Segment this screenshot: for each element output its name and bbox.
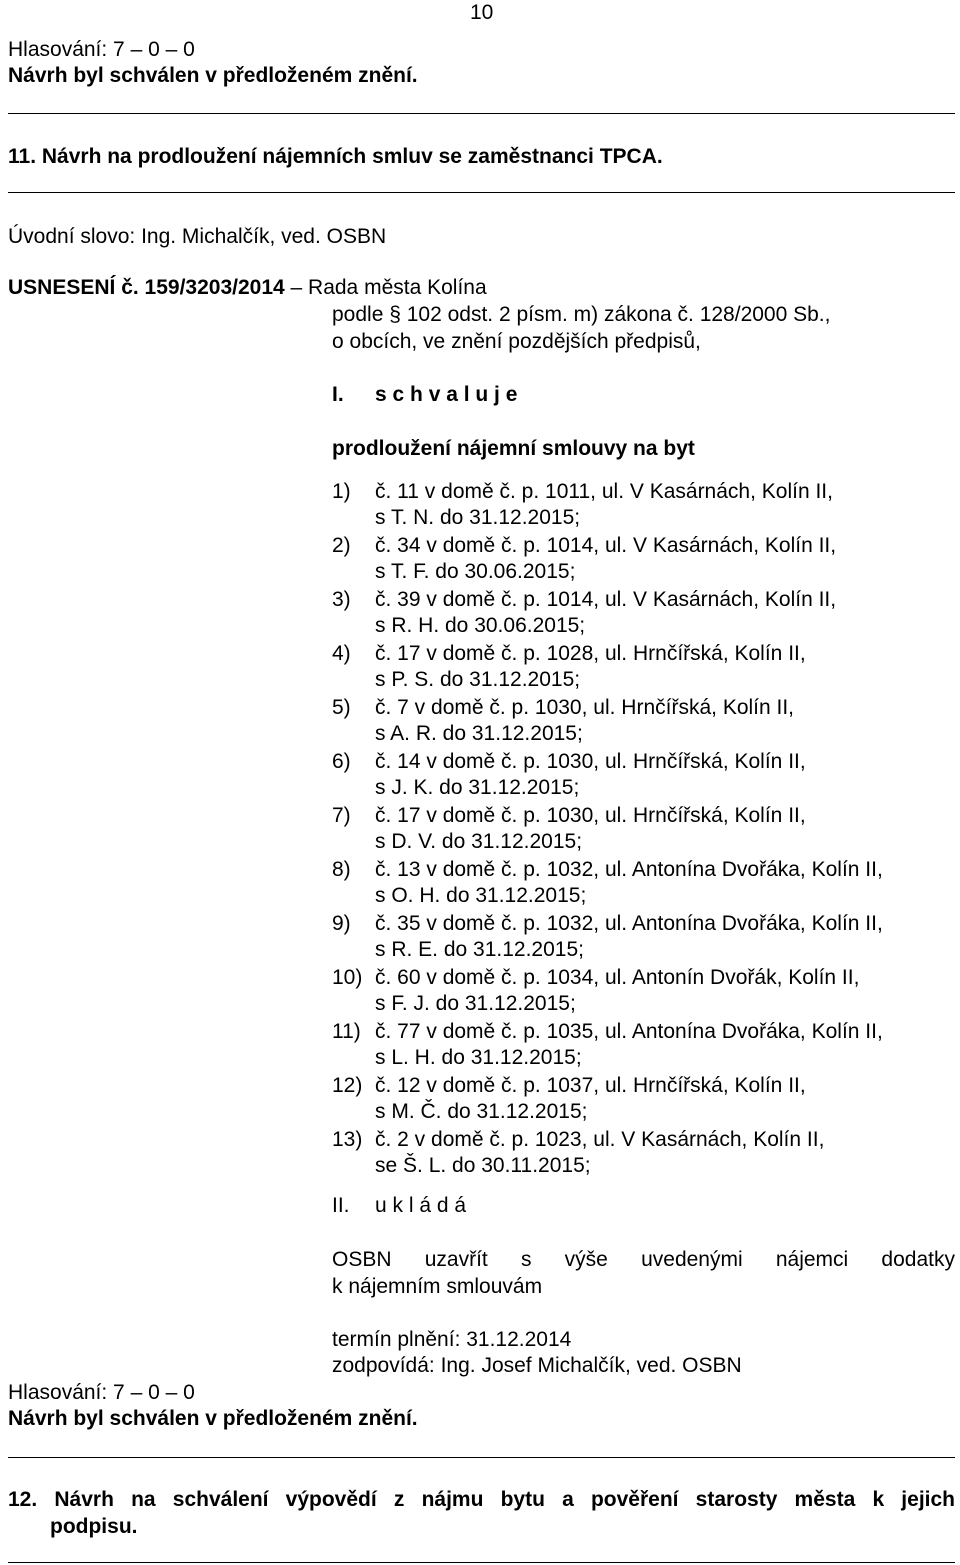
lease-apartment: č. 11 v domě č. p. 1011, ul. V Kasárnách, Kolín II,: [375, 480, 833, 503]
lease-tenant: se Š. L. do 30.11.2015;: [375, 1154, 591, 1177]
lease-number: 3): [332, 588, 351, 611]
section2-verb: u k l á d á: [375, 1194, 467, 1217]
lease-apartment: č. 34 v domě č. p. 1014, ul. V Kasárnách, Kolín II,: [375, 534, 837, 557]
section2-text-line1: OSBN uzavřít s výše uvedenými nájemci dodatky: [332, 1248, 955, 1271]
lease-number: 1): [332, 480, 351, 503]
item12-heading-line2: podpisu.: [50, 1515, 138, 1538]
item12-heading-line1: 12. Návrh na schválení výpovědí z nájmu bytu a pověření starosty města k jejich: [8, 1488, 955, 1511]
resolution-body: – Rada města Kolína: [284, 276, 487, 299]
lease-apartment: č. 12 v domě č. p. 1037, ul. Hrnčířská, Kolín II,: [375, 1074, 806, 1097]
lease-tenant: s L. H. do 31.12.2015;: [375, 1046, 582, 1069]
lease-apartment: č. 14 v domě č. p. 1030, ul. Hrnčířská, Kolín II,: [375, 750, 806, 773]
lease-tenant: s A. R. do 31.12.2015;: [375, 722, 583, 745]
top-vote-label: Hlasování: 7 – 0 – 0: [8, 38, 195, 61]
resolution-label: USNESENÍ č. 159/3203/2014: [8, 276, 285, 299]
deadline: termín plnění: 31.12.2014: [332, 1328, 572, 1351]
lease-apartment: č. 17 v domě č. p. 1030, ul. Hrnčířská, Kolín II,: [375, 804, 806, 827]
lease-tenant: s P. S. do 31.12.2015;: [375, 668, 581, 691]
lease-apartment: č. 39 v domě č. p. 1014, ul. V Kasárnách, Kolín II,: [375, 588, 837, 611]
lease-apartment: č. 13 v domě č. p. 1032, ul. Antonína Dvořáka, Kolín II,: [375, 858, 883, 881]
lease-number: 5): [332, 696, 351, 719]
lease-tenant: s T. N. do 31.12.2015;: [375, 506, 581, 529]
top-vote-result: Návrh byl schválen v předloženém znění.: [8, 64, 418, 87]
lease-number: 7): [332, 804, 351, 827]
item11-vote-result: Návrh byl schválen v předloženém znění.: [8, 1407, 418, 1430]
lease-apartment: č. 17 v domě č. p. 1028, ul. Hrnčířská, Kolín II,: [375, 642, 806, 665]
lease-number: 4): [332, 642, 351, 665]
lease-tenant: s R. E. do 31.12.2015;: [375, 938, 584, 961]
responsible: zodpovídá: Ing. Josef Michalčík, ved. OSBN: [332, 1354, 742, 1377]
lease-number: 13): [332, 1128, 363, 1151]
item11-heading: 11. Návrh na prodloužení nájemních smluv se zaměstnanci TPCA.: [8, 145, 663, 168]
lease-tenant: s T. F. do 30.06.2015;: [375, 560, 576, 583]
lease-tenant: s J. K. do 31.12.2015;: [375, 776, 580, 799]
lease-number: 2): [332, 534, 351, 557]
lease-apartment: č. 77 v domě č. p. 1035, ul. Antonína Dvořáka, Kolín II,: [375, 1020, 883, 1043]
item11-vote-label: Hlasování: 7 – 0 – 0: [8, 1381, 195, 1404]
lease-tenant: s F. J. do 31.12.2015;: [375, 992, 576, 1015]
lease-apartment: č. 7 v domě č. p. 1030, ul. Hrnčířská, Kolín II,: [375, 696, 795, 719]
section2-text-line2: k nájemním smlouvám: [332, 1275, 543, 1298]
divider: [8, 1457, 955, 1458]
section1-number: I.: [332, 383, 344, 406]
lease-apartment: č. 2 v domě č. p. 1023, ul. V Kasárnách, Kolín II,: [375, 1128, 825, 1151]
divider: [8, 1562, 955, 1563]
item11-intro: Úvodní slovo: Ing. Michalčík, ved. OSBN: [8, 225, 387, 248]
lease-tenant: s M. Č. do 31.12.2015;: [375, 1100, 588, 1123]
legal-basis-1: podle § 102 odst. 2 písm. m) zákona č. 128/2000 Sb.,: [332, 303, 831, 326]
lease-tenant: s R. H. do 30.06.2015;: [375, 614, 586, 637]
divider: [8, 113, 955, 114]
divider: [8, 192, 955, 193]
page-number: 10: [470, 1, 494, 24]
legal-basis-2: o obcích, ve znění pozdějších předpisů,: [332, 330, 701, 353]
section2-number: II.: [332, 1194, 350, 1217]
section1-subject: prodloužení nájemní smlouvy na byt: [332, 437, 695, 460]
lease-number: 10): [332, 966, 363, 989]
lease-apartment: č. 35 v domě č. p. 1032, ul. Antonína Dvořáka, Kolín II,: [375, 912, 883, 935]
lease-number: 12): [332, 1074, 363, 1097]
lease-number: 6): [332, 750, 351, 773]
lease-apartment: č. 60 v domě č. p. 1034, ul. Antonín Dvořák, Kolín II,: [375, 966, 860, 989]
lease-tenant: s O. H. do 31.12.2015;: [375, 884, 587, 907]
section1-verb: s c h v a l u j e: [375, 383, 518, 406]
lease-number: 11): [332, 1020, 361, 1043]
resolution-line: [8, 275, 487, 301]
lease-tenant: s D. V. do 31.12.2015;: [375, 830, 583, 853]
lease-number: 9): [332, 912, 351, 935]
lease-number: 8): [332, 858, 351, 881]
